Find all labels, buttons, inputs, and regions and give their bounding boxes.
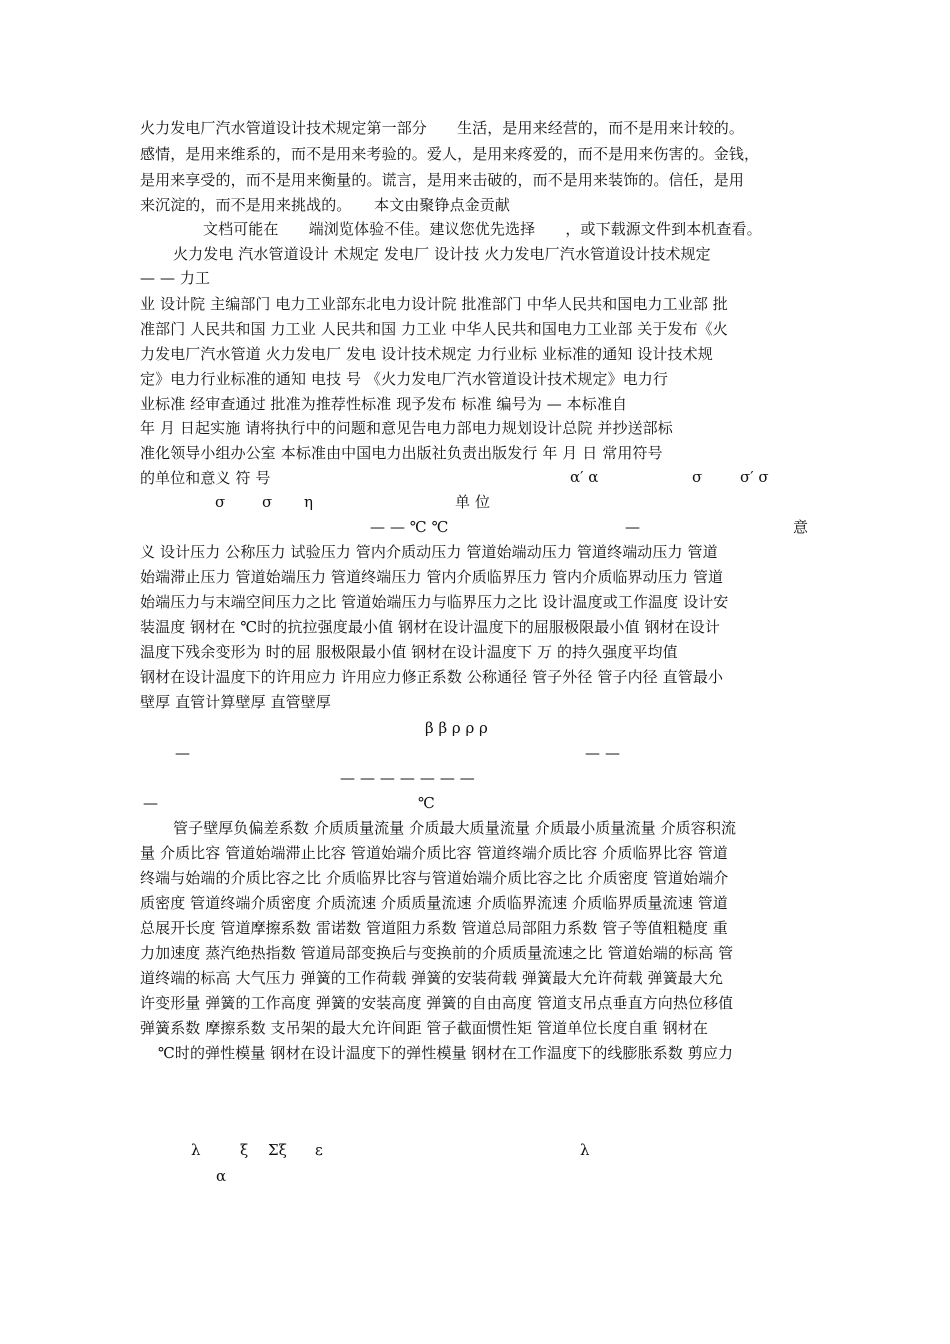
text-line: 感情，是用来维系的，而不是用来考验的。爱人，是用来疼爱的，而不是用来伤害的。金钱，	[140, 145, 760, 163]
text-line: —	[625, 518, 641, 536]
symbol-text: λ	[191, 1141, 201, 1159]
text-line: 文档可能在 端浏览体验不佳。建议您优先选择 ，或下载源文件到本机查看。	[203, 220, 762, 238]
text-line: 弹簧系数 摩擦系数 支吊架的最大允许间距 管子截面惯性矩 管道单位长度自重 钢材在	[140, 1019, 708, 1037]
text-line: 年 月 日起实施 请将执行中的问题和意见告电力部电力规划设计总院 并抄送部标	[140, 419, 673, 437]
symbol-text: α	[216, 1167, 227, 1185]
text-line: —	[143, 794, 159, 812]
symbol-text: Σξ	[268, 1141, 287, 1159]
text-line: 意	[793, 518, 809, 536]
text-line: 钢材在设计温度下的许用应力 许用应力修正系数 公称通径 管子外径 管子内径 直管最小	[140, 668, 724, 686]
symbol-text: β β ρ ρ ρ	[425, 719, 488, 737]
text-line: 来沉淀的，而不是用来挑战的。 本文由聚铮点金贡献	[140, 196, 511, 214]
text-line: — — ℃ ℃	[370, 518, 449, 536]
text-line: 准部门 人民共和国 力工业 人民共和国 力工业 中华人民共和国电力工业部 关于发布《火	[140, 320, 728, 338]
symbol-text: σ	[692, 468, 703, 486]
symbol-text: λ	[580, 1141, 590, 1159]
symbol-text: σ	[215, 493, 226, 511]
text-line: 装温度 钢材在 ℃时的抗拉强度最小值 钢材在设计温度下的屈服极限最小值 钢材在设计	[140, 618, 720, 636]
text-line: —	[175, 744, 191, 762]
text-line: 业标准 经审查通过 批准为推荐性标准 现予发布 标准 编号为 — 本标准自	[140, 395, 628, 413]
text-line: 质密度 管道终端介质密度 介质流速 介质质量流速 介质临界流速 介质临界质量流速 管道	[140, 894, 728, 912]
text-line: 管子壁厚负偏差系数 介质质量流量 介质最大质量流量 介质最小质量流量 介质容积流	[173, 819, 737, 837]
text-line: 始端压力与末端空间压力之比 管道始端压力与临界压力之比 设计温度或工作温度 设计安	[140, 593, 729, 611]
symbol-text: ξ	[240, 1141, 249, 1159]
symbol-text: σ	[262, 493, 273, 511]
text-line: — — 力工	[140, 269, 211, 287]
text-line: 量 介质比容 管道始端滞止比容 管道始端介质比容 管道终端介质比容 介质临界比容 管道	[140, 844, 728, 862]
text-line: 许变形量 弹簧的工作高度 弹簧的安装高度 弹簧的自由高度 管道支吊点垂直方向热位移值	[140, 994, 734, 1012]
text-line: 道终端的标高 大气压力 弹簧的工作荷载 弹簧的安装荷载 弹簧最大允许荷载 弹簧最大允	[140, 969, 724, 987]
text-line: ℃时的弹性模量 钢材在设计温度下的弹性模量 钢材在工作温度下的线膨胀系数 剪应力	[158, 1044, 734, 1062]
text-line: 准化领导小组办公室 本标准由中国电力出版社负责出版发行 年 月 日 常用符号	[140, 444, 663, 462]
symbol-text: σ′ σ	[740, 468, 769, 486]
text-line: 温度下残余变形为 时的屈 服极限最小值 钢材在设计温度下 万 的持久强度平均值	[140, 643, 678, 661]
symbol-text: η	[304, 493, 313, 511]
text-line: — —	[585, 744, 621, 762]
text-line: 壁厚 直管计算壁厚 直管壁厚	[140, 693, 331, 711]
text-line: 始端滞止压力 管道始端压力 管道终端压力 管内介质临界压力 管内介质临界动压力 管道	[140, 568, 724, 586]
text-line: 的单位和意义 符 号	[140, 469, 271, 487]
text-line: 终端与始端的介质比容之比 介质临界比容与管道始端介质比容之比 介质密度 管道始端介	[140, 869, 729, 887]
text-line: 力发电厂汽水管道 火力发电厂 发电 设计技术规定 力行业标 业标准的通知 设计技术规	[140, 345, 713, 363]
symbol-text: α′ α	[570, 468, 599, 486]
text-line: — — — — — — —	[340, 769, 475, 787]
text-line: ℃	[418, 794, 435, 812]
text-line: 力加速度 蒸汽绝热指数 管道局部变换后与变换前的介质质量流速之比 管道始端的标高 管	[140, 944, 734, 962]
text-line: 业 设计院 主编部门 电力工业部东北电力设计院 批准部门 中华人民共和国电力工业部 批	[140, 295, 728, 313]
text-line: 义 设计压力 公称压力 试验压力 管内介质动压力 管道始端动压力 管道终端动压力 管道	[140, 543, 718, 561]
symbol-text: ε	[315, 1141, 323, 1159]
text-line: 火力发电 汽水管道设计 术规定 发电厂 设计技 火力发电厂汽水管道设计技术规定	[173, 245, 711, 263]
text-line: 定》电力行业标准的通知 电技 号 《火力发电厂汽水管道设计技术规定》电力行	[140, 370, 669, 388]
text-line: 单 位	[455, 493, 491, 511]
text-line: 总展开长度 管道摩擦系数 雷诺数 管道阻力系数 管道总局部阻力系数 管子等值粗糙度 重	[140, 919, 728, 937]
text-line: 火力发电厂汽水管道设计技术规定第一部分 生活，是用来经营的，而不是用来计较的。	[140, 119, 745, 137]
text-line: 是用来享受的，而不是用来衡量的。谎言，是用来击破的，而不是用来装饰的。信任，是用	[140, 171, 745, 189]
